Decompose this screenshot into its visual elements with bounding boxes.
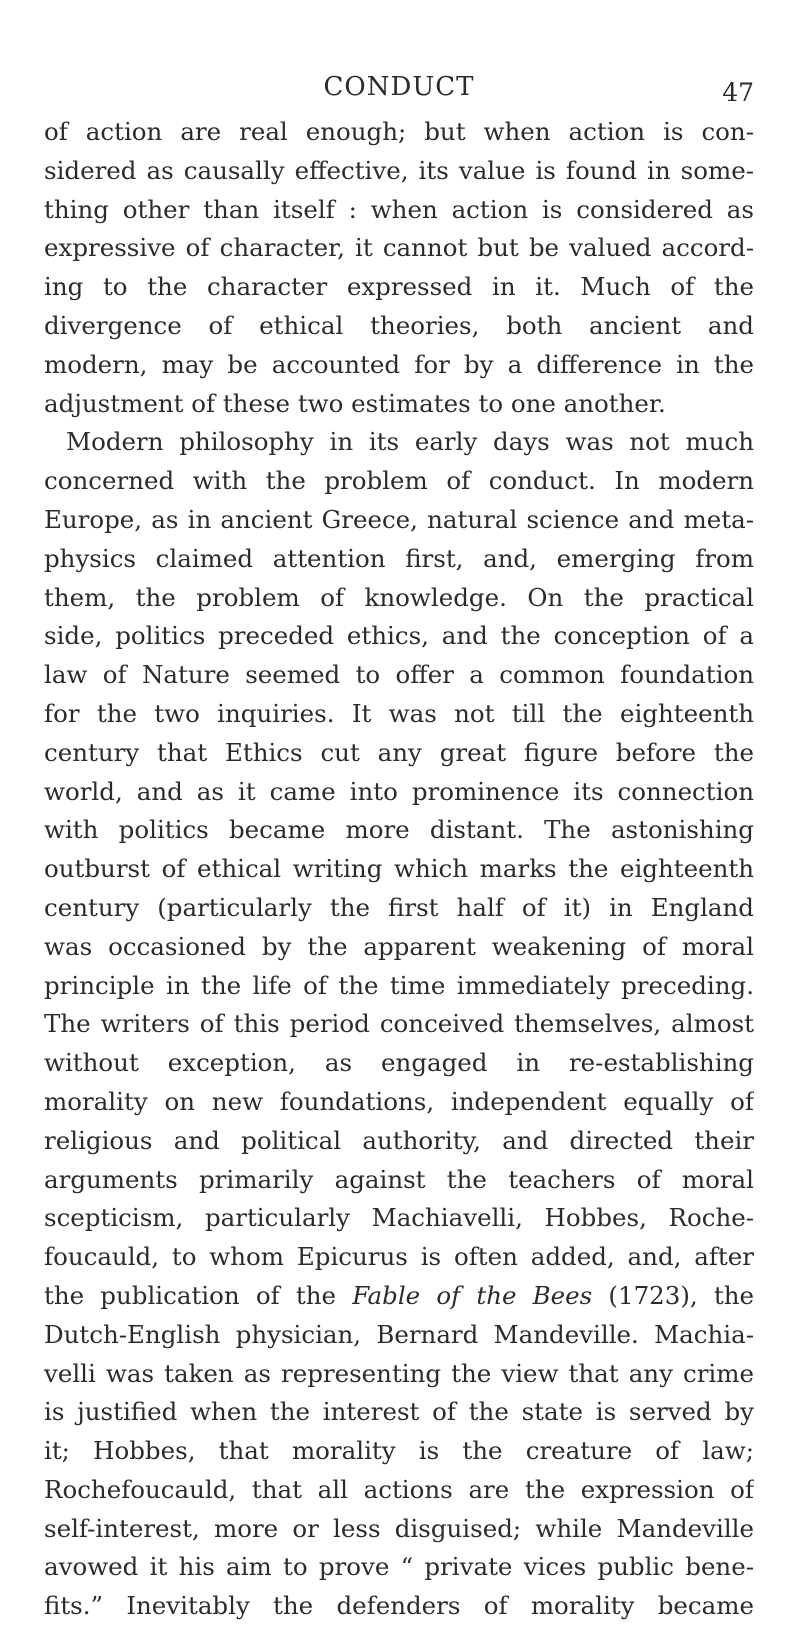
text-line: century that Ethics cut any great figure before the: [44, 737, 754, 767]
text-line: side, politics preceded ethics, and the conception of a: [44, 621, 754, 651]
text-line: modern, may be accounted for by a difference in the: [44, 349, 754, 379]
running-head: [44, 72, 754, 112]
page-number: 47: [722, 78, 754, 107]
text-line: of action are real enough; but when action is con-: [44, 117, 754, 146]
text-line: divergence of ethical theories, both ancient and: [44, 310, 754, 340]
text-line: was occasioned by the apparent weakening of moral: [44, 931, 754, 961]
text-line-after-title: (1723), the: [592, 1280, 754, 1310]
text-line: scepticism, particularly Machiavelli, Hobbes, Roche-: [44, 1203, 754, 1233]
text-line: Rochefoucauld, that all actions are the expression of: [44, 1474, 754, 1504]
text-line: without exception, as engaged in re-establishing: [44, 1048, 754, 1078]
text-line: morality on new foundations, independent equally of: [44, 1086, 754, 1116]
text-line: velli was taken as representing the view that any crime: [44, 1358, 754, 1388]
text-line: for the two inquiries. It was not till the eighteenth: [44, 698, 754, 728]
text-line: expressive of character, it cannot but be valued accord-: [44, 233, 754, 263]
text-line: it; Hobbes, that morality is the creature of law;: [44, 1436, 754, 1466]
text-line: law of Nature seemed to offer a common foundation: [44, 660, 754, 690]
text-line: religious and political authority, and directed their: [44, 1125, 754, 1155]
text-line: [44, 1277, 754, 1316]
text-line: Europe, as in ancient Greece, natural science and meta-: [44, 504, 754, 534]
text-line: adjustment of these two estimates to one another.: [44, 388, 666, 418]
text-line-before-title: the publication of the: [44, 1280, 353, 1310]
text-line: ing to the character expressed in it. Much of the: [44, 272, 754, 302]
text-line: foucauld, to whom Epicurus is often added, and, after: [44, 1242, 754, 1272]
text-line: arguments primarily against the teachers of moral: [44, 1164, 754, 1194]
text-line: century (particularly the first half of it) in England: [44, 892, 754, 922]
text-line: Dutch-English physician, Bernard Mandeville. Machia-: [44, 1319, 754, 1349]
text-line: self-interest, more or less disguised; while Mandeville: [44, 1513, 754, 1543]
text-line: physics claimed attention first, and, emerging from: [44, 543, 754, 573]
book-title-fable-of-the-bees: Fable of the Bees: [352, 1280, 593, 1310]
text-line: outburst of ethical writing which marks the eighteenth: [44, 854, 754, 884]
running-title: CONDUCT: [323, 72, 475, 102]
text-line: avowed it his aim to prove “ private vices public bene-: [44, 1552, 754, 1582]
text-line: with politics became more distant. The astonishing: [44, 815, 754, 845]
text-line: is justified when the interest of the state is served by: [44, 1397, 754, 1427]
text-line: fits.” Inevitably the defenders of morality became: [44, 1591, 754, 1621]
text-line: The writers of this period conceived themselves, almost: [44, 1009, 754, 1039]
text-line: them, the problem of knowledge. On the practical: [44, 582, 754, 612]
text-line: Modern philosophy in its early days was not much: [66, 427, 754, 457]
text-line: principle in the life of the time immediately preceding.: [44, 970, 754, 1000]
body-text: [44, 113, 754, 1626]
text-line: thing other than itself : when action is considered as: [44, 194, 754, 224]
text-line: sidered as causally effective, its value is found in some-: [44, 155, 754, 185]
text-line: concerned with the problem of conduct. In modern: [44, 466, 754, 496]
text-line: world, and as it came into prominence its connection: [44, 776, 754, 806]
